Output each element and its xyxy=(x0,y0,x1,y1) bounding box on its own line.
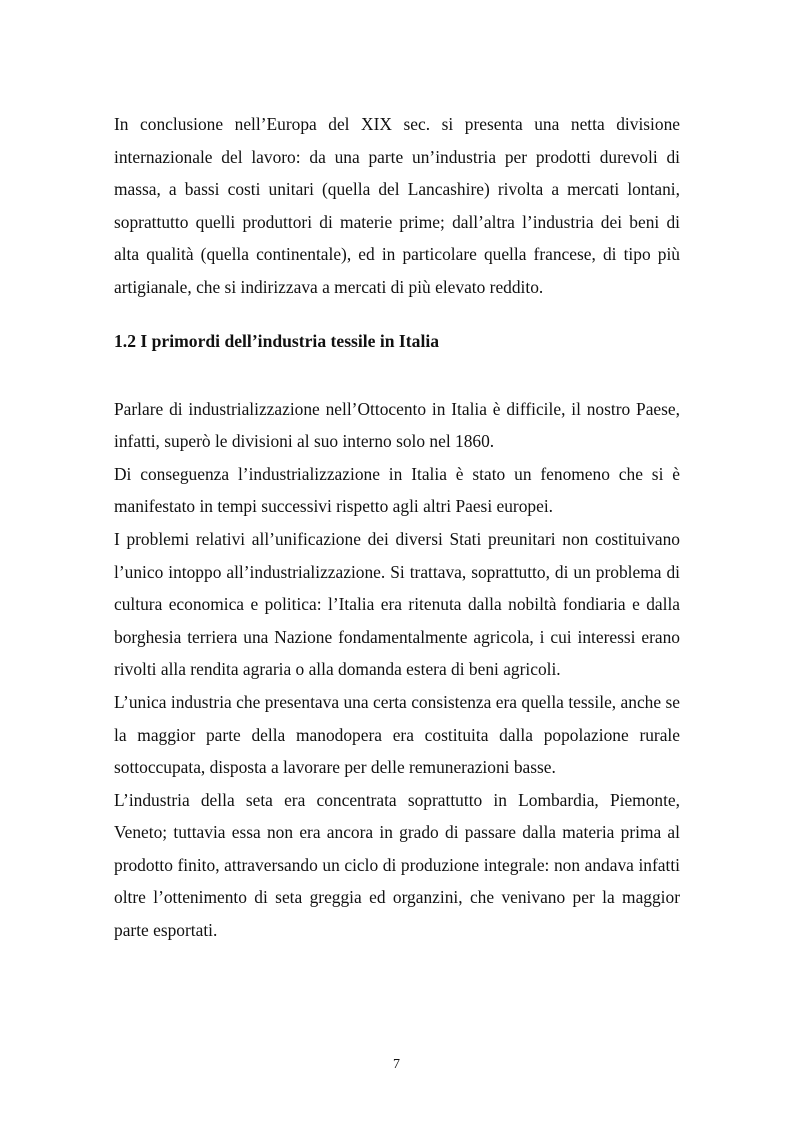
page-number: 7 xyxy=(393,1057,400,1072)
section-paragraph-3: I problemi relativi all’unificazione dei diversi Stati preunitari non costituivano l’unico intoppo all’industrializzazione. Si trattava, soprattutto, di un problema di cultura economica e politica: l’Italia era ritenuta dalla nobiltà fondiaria e dalla borghesia terriera una Nazione fondamentalmente agricola, i cui interessi erano rivolti alla rendita agraria o alla domanda estera di beni agricoli. xyxy=(114,528,680,680)
section-paragraph-1: Parlare di industrializzazione nell’Ottocento in Italia è difficile, il nostro Paese, infatti, superò le divisioni al suo interno solo nel 1860. xyxy=(114,398,680,452)
section-paragraph-5: L’industria della seta era concentrata soprattutto in Lombardia, Piemonte, Veneto; tuttavia essa non era ancora in grado di passare dalla materia prima al prodotto finito, attraversando un ciclo di produzione integrale: non andava infatti oltre l’ottenimento di seta greggia ed organzini, che venivano per la maggior parte esportati. xyxy=(114,789,680,941)
section-paragraph-4: L’unica industria che presentava una certa consistenza era quella tessile, anche se la maggior parte della manodopera era costituita dalla popolazione rurale sottoccupata, disposta a lavorare per delle remunerazioni basse. xyxy=(114,691,680,778)
section-heading: 1.2 I primordi dell’industria tessile in Italia xyxy=(114,330,440,351)
intro-paragraph: In conclusione nell’Europa del XIX sec. si presenta una netta divisione internazionale del lavoro: da una parte un’industria per prodotti durevoli di massa, a bassi costi unitari (quella del Lancashire) rivolta a mercati lontani, soprattutto quelli produttori di materie prime; dall’altra l’industria dei beni di alta qualità (quella continentale), ed in particolare quella francese, di tipo più artigianale, che si indirizzava a mercati di più elevato reddito. xyxy=(114,114,680,297)
section-paragraph-2: Di conseguenza l’industrializzazione in Italia è stato un fenomeno che si è manifestato in tempi successivi rispetto agli altri Paesi europei. xyxy=(114,463,680,517)
page-body xyxy=(114,108,680,947)
